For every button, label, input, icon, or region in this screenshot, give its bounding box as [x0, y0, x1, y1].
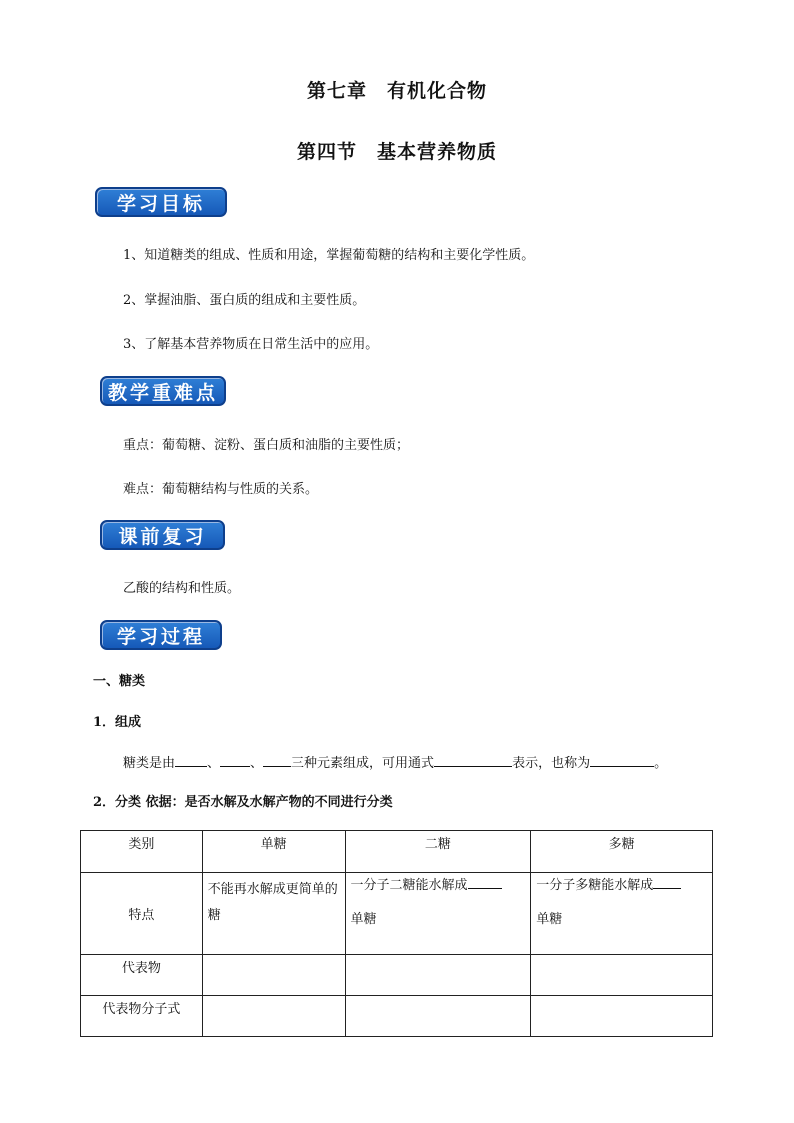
objective-item-1: 1、知道糖类的组成、性质和用途，掌握葡萄糖的结构和主要化学性质。: [123, 248, 535, 263]
blank-element-2[interactable]: [220, 754, 250, 767]
header-category: 类别: [81, 831, 203, 873]
composition-sentence: [123, 752, 667, 771]
blank-alias[interactable]: [590, 754, 654, 767]
table-header-row: [81, 831, 713, 873]
poly-feature-line1: 一分子多糖能水解成: [536, 873, 707, 899]
focus-text: 重点：葡萄糖、淀粉、蛋白质和油脂的主要性质；: [123, 438, 410, 453]
objectives-badge: 学习目标: [95, 187, 227, 217]
review-text: 乙酸的结构和性质。: [123, 581, 241, 596]
section1-heading: 一、糖类: [93, 674, 146, 689]
blank-element-3[interactable]: [263, 754, 291, 767]
mono-formula-cell[interactable]: [202, 996, 345, 1037]
key-points-badge: 教学重难点: [100, 376, 226, 406]
mono-representative-cell[interactable]: [202, 955, 345, 996]
sub2-heading: 2．分类 依据：是否水解及水解产物的不同进行分类: [93, 795, 393, 810]
blank-element-1[interactable]: [175, 754, 207, 767]
header-di: 二糖: [345, 831, 531, 873]
di-feature-line2: 单糖: [350, 912, 377, 927]
row-label-formula: 代表物分子式: [81, 996, 203, 1037]
poly-feature-cell: [531, 873, 713, 955]
composition-sep2: 、: [250, 756, 264, 771]
review-badge: 课前复习: [100, 520, 225, 550]
header-mono: 单糖: [202, 831, 345, 873]
composition-part2: 三种元素组成，可用通式: [291, 756, 435, 771]
table-row: [81, 955, 713, 996]
mono-feature-cell: 不能再水解成更简单的糖: [202, 873, 345, 955]
objective-item-3: 3、了解基本营养物质在日常生活中的应用。: [123, 337, 379, 352]
composition-part1: 糖类是由: [123, 756, 176, 771]
blank-poly-count[interactable]: [653, 876, 681, 889]
composition-sep1: 、: [207, 756, 221, 771]
poly-representative-cell[interactable]: [531, 955, 713, 996]
section-title: 第四节 基本营养物质: [296, 141, 497, 163]
header-poly: 多糖: [531, 831, 713, 873]
poly-feature-line2: 单糖: [536, 912, 563, 927]
di-formula-cell[interactable]: [345, 996, 531, 1037]
row-label-feature: 特点: [81, 873, 203, 955]
composition-part4: 。: [654, 756, 668, 771]
di-feature-cell: [345, 873, 531, 955]
table-row: [81, 996, 713, 1037]
table-row: [81, 873, 713, 955]
process-badge: 学习过程: [100, 620, 222, 650]
di-representative-cell[interactable]: [345, 955, 531, 996]
blank-formula[interactable]: [434, 754, 512, 767]
difficulty-text: 难点：葡萄糖结构与性质的关系。: [123, 482, 319, 497]
row-label-representative: 代表物: [81, 955, 203, 996]
poly-formula-cell[interactable]: [531, 996, 713, 1037]
composition-part3: 表示，也称为: [512, 756, 591, 771]
di-feature-line1: 一分子二糖能水解成: [351, 873, 526, 899]
blank-di-count[interactable]: [468, 876, 502, 889]
classification-table: [80, 830, 713, 1037]
sub1-heading: 1．组成: [93, 715, 142, 730]
objective-item-2: 2、掌握油脂、蛋白质的组成和主要性质。: [123, 293, 366, 308]
chapter-title: 第七章 有机化合物: [306, 80, 487, 102]
